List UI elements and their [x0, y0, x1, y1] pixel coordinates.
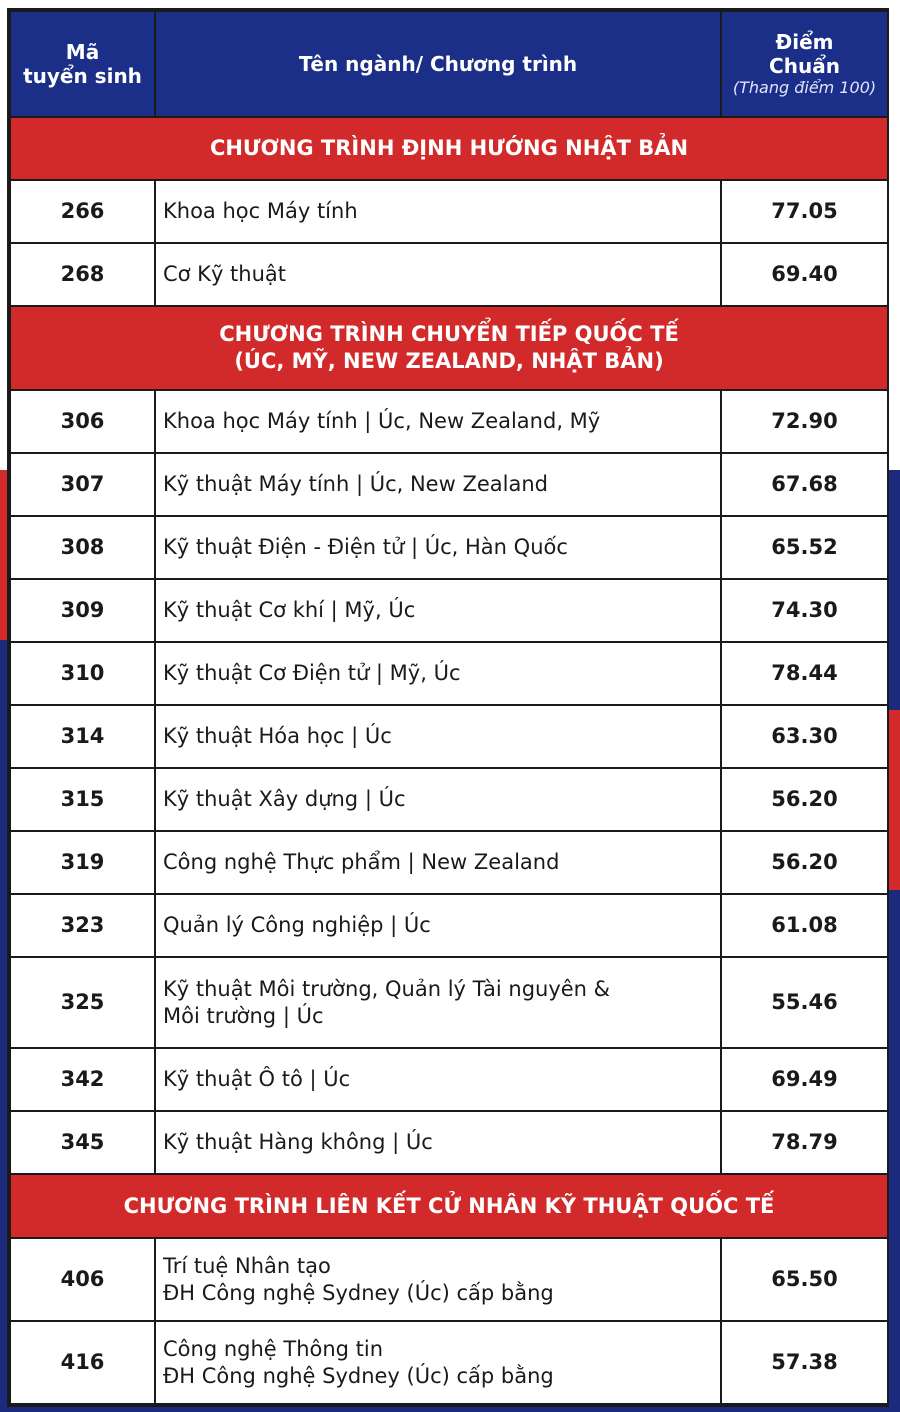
row-program-name: Kỹ thuật Xây dựng | Úc	[155, 768, 721, 831]
row-program-name: Công nghệ Thông tin ĐH Công nghệ Sydney (Úc) cấp bằng	[155, 1321, 721, 1404]
row-code: 315	[10, 768, 155, 831]
row-program-name: Công nghệ Thực phẩm | New Zealand	[155, 831, 721, 894]
row-code: 323	[10, 894, 155, 957]
table-row	[10, 579, 888, 642]
row-code: 308	[10, 516, 155, 579]
row-program-name: Cơ Kỹ thuật	[155, 243, 721, 306]
section-title: CHƯƠNG TRÌNH ĐỊNH HƯỚNG NHẬT BẢN	[10, 117, 888, 180]
row-score: 61.08	[721, 894, 888, 957]
table-row	[10, 390, 888, 453]
row-code: 306	[10, 390, 155, 453]
row-program-name: Kỹ thuật Cơ Điện tử | Mỹ, Úc	[155, 642, 721, 705]
row-score: 56.20	[721, 831, 888, 894]
row-program-name: Kỹ thuật Ô tô | Úc	[155, 1048, 721, 1111]
admission-score-table	[9, 10, 889, 1405]
row-score: 77.05	[721, 180, 888, 243]
row-program-name: Kỹ thuật Môi trường, Quản lý Tài nguyên & Môi trường | Úc	[155, 957, 721, 1048]
table-row	[10, 831, 888, 894]
section-header-international-transfer	[10, 306, 888, 390]
row-code: 416	[10, 1321, 155, 1404]
table-row	[10, 1321, 888, 1404]
row-score: 67.68	[721, 453, 888, 516]
table-row	[10, 516, 888, 579]
row-code: 314	[10, 705, 155, 768]
row-score: 65.52	[721, 516, 888, 579]
row-score: 57.38	[721, 1321, 888, 1404]
table-row	[10, 1048, 888, 1111]
row-score: 55.46	[721, 957, 888, 1048]
table-row	[10, 453, 888, 516]
row-program-name: Kỹ thuật Hóa học | Úc	[155, 705, 721, 768]
table-row	[10, 243, 888, 306]
row-program-name: Quản lý Công nghiệp | Úc	[155, 894, 721, 957]
table-row	[10, 1111, 888, 1174]
row-program-name: Kỹ thuật Máy tính | Úc, New Zealand	[155, 453, 721, 516]
row-score: 78.44	[721, 642, 888, 705]
row-program-name: Khoa học Máy tính	[155, 180, 721, 243]
table-row	[10, 894, 888, 957]
table-row	[10, 768, 888, 831]
score-table-container	[7, 8, 889, 1407]
row-program-name: Kỹ thuật Hàng không | Úc	[155, 1111, 721, 1174]
section-header-japan	[10, 117, 888, 180]
row-code: 342	[10, 1048, 155, 1111]
section-header-international-bachelor	[10, 1174, 888, 1238]
row-score: 63.30	[721, 705, 888, 768]
table-row	[10, 642, 888, 705]
header-code: Mã tuyển sinh	[10, 11, 155, 117]
row-score: 78.79	[721, 1111, 888, 1174]
row-program-name: Trí tuệ Nhân tạo ĐH Công nghệ Sydney (Úc) cấp bằng	[155, 1238, 721, 1321]
section-title: CHƯƠNG TRÌNH CHUYỂN TIẾP QUỐC TẾ (ÚC, MỸ, NEW ZEALAND, NHẬT BẢN)	[10, 306, 888, 390]
row-code: 307	[10, 453, 155, 516]
row-program-name: Kỹ thuật Điện - Điện tử | Úc, Hàn Quốc	[155, 516, 721, 579]
score-scale-note: (Thang điểm 100)	[732, 78, 877, 97]
header-program-name: Tên ngành/ Chương trình	[155, 11, 721, 117]
row-program-name: Khoa học Máy tính | Úc, New Zealand, Mỹ	[155, 390, 721, 453]
row-program-name: Kỹ thuật Cơ khí | Mỹ, Úc	[155, 579, 721, 642]
row-code: 345	[10, 1111, 155, 1174]
header-score: Điểm Chuẩn (Thang điểm 100)	[721, 11, 888, 117]
row-score: 74.30	[721, 579, 888, 642]
row-code: 268	[10, 243, 155, 306]
table-header-row	[10, 11, 888, 117]
row-code: 310	[10, 642, 155, 705]
row-score: 56.20	[721, 768, 888, 831]
row-code: 266	[10, 180, 155, 243]
table-row	[10, 705, 888, 768]
row-code: 309	[10, 579, 155, 642]
row-score: 69.40	[721, 243, 888, 306]
row-code: 406	[10, 1238, 155, 1321]
row-score: 65.50	[721, 1238, 888, 1321]
row-score: 72.90	[721, 390, 888, 453]
table-row	[10, 1238, 888, 1321]
table-row	[10, 180, 888, 243]
row-code: 325	[10, 957, 155, 1048]
table-row	[10, 957, 888, 1048]
row-score: 69.49	[721, 1048, 888, 1111]
section-title: CHƯƠNG TRÌNH LIÊN KẾT CỬ NHÂN KỸ THUẬT QUỐC TẾ	[10, 1174, 888, 1238]
row-code: 319	[10, 831, 155, 894]
